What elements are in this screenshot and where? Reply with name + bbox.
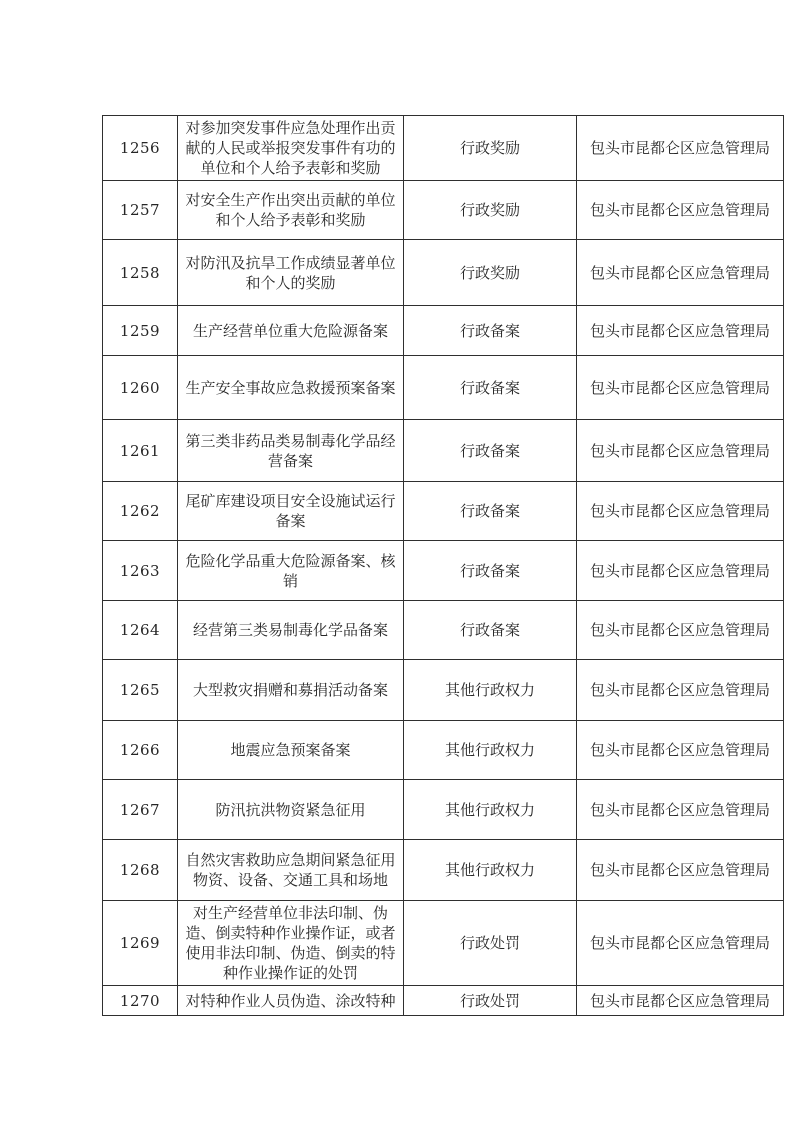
power-item-cell: 地震应急预案备案 [178, 721, 404, 780]
table-row [103, 601, 784, 660]
power-item-cell: 生产经营单位重大危险源备案 [178, 306, 404, 356]
power-item-cell: 生产安全事故应急救援预案备案 [178, 356, 404, 420]
department-cell: 包头市昆都仑区应急管理局 [577, 240, 784, 306]
department-cell: 包头市昆都仑区应急管理局 [577, 986, 784, 1016]
power-item-cell: 对特种作业人员伪造、涂改特种 [178, 986, 404, 1016]
row-number-cell: 1260 [103, 356, 178, 420]
row-number-cell: 1256 [103, 116, 178, 181]
row-number-cell: 1266 [103, 721, 178, 780]
table-row [103, 721, 784, 780]
row-number-cell: 1262 [103, 482, 178, 541]
row-number-cell: 1267 [103, 780, 178, 840]
table-row [103, 306, 784, 356]
power-type-cell: 行政处罚 [404, 986, 577, 1016]
department-cell: 包头市昆都仑区应急管理局 [577, 780, 784, 840]
department-cell: 包头市昆都仑区应急管理局 [577, 840, 784, 901]
power-item-cell: 对参加突发事件应急处理作出贡献的人民或举报突发事件有功的单位和个人给予表彰和奖励 [178, 116, 404, 181]
power-type-cell: 其他行政权力 [404, 840, 577, 901]
department-cell: 包头市昆都仑区应急管理局 [577, 601, 784, 660]
table-row [103, 240, 784, 306]
department-cell: 包头市昆都仑区应急管理局 [577, 541, 784, 601]
department-cell: 包头市昆都仑区应急管理局 [577, 116, 784, 181]
power-item-cell: 大型救灾捐赠和募捐活动备案 [178, 660, 404, 721]
row-number-cell: 1270 [103, 986, 178, 1016]
row-number-cell: 1259 [103, 306, 178, 356]
power-item-cell: 尾矿库建设项目安全设施试运行备案 [178, 482, 404, 541]
table-row [103, 116, 784, 181]
power-type-cell: 其他行政权力 [404, 780, 577, 840]
table-row [103, 660, 784, 721]
table-row [103, 356, 784, 420]
row-number-cell: 1269 [103, 901, 178, 986]
power-type-cell: 行政奖励 [404, 181, 577, 240]
power-type-cell: 行政备案 [404, 306, 577, 356]
power-item-cell: 第三类非药品类易制毒化学品经营备案 [178, 420, 404, 482]
table-row [103, 541, 784, 601]
table-row [103, 420, 784, 482]
row-number-cell: 1265 [103, 660, 178, 721]
row-number-cell: 1257 [103, 181, 178, 240]
power-item-cell: 防汛抗洪物资紧急征用 [178, 780, 404, 840]
department-cell: 包头市昆都仑区应急管理局 [577, 181, 784, 240]
department-cell: 包头市昆都仑区应急管理局 [577, 420, 784, 482]
power-type-cell: 行政奖励 [404, 240, 577, 306]
power-item-cell: 自然灾害救助应急期间紧急征用物资、设备、交通工具和场地 [178, 840, 404, 901]
row-number-cell: 1268 [103, 840, 178, 901]
power-item-cell: 危险化学品重大危险源备案、核销 [178, 541, 404, 601]
department-cell: 包头市昆都仑区应急管理局 [577, 660, 784, 721]
table-row [103, 901, 784, 986]
power-item-cell: 对生产经营单位非法印制、伪造、倒卖特种作业操作证，或者使用非法印制、伪造、倒卖的特种作业操作证的处罚 [178, 901, 404, 986]
department-cell: 包头市昆都仑区应急管理局 [577, 901, 784, 986]
table-row [103, 181, 784, 240]
table-row [103, 986, 784, 1016]
row-number-cell: 1261 [103, 420, 178, 482]
power-type-cell: 行政备案 [404, 541, 577, 601]
power-item-cell: 对安全生产作出突出贡献的单位和个人给予表彰和奖励 [178, 181, 404, 240]
table-row [103, 840, 784, 901]
power-type-cell: 行政备案 [404, 482, 577, 541]
department-cell: 包头市昆都仑区应急管理局 [577, 306, 784, 356]
power-type-cell: 行政奖励 [404, 116, 577, 181]
power-type-cell: 其他行政权力 [404, 721, 577, 780]
row-number-cell: 1258 [103, 240, 178, 306]
department-cell: 包头市昆都仑区应急管理局 [577, 721, 784, 780]
row-number-cell: 1263 [103, 541, 178, 601]
power-item-cell: 经营第三类易制毒化学品备案 [178, 601, 404, 660]
power-type-cell: 其他行政权力 [404, 660, 577, 721]
department-cell: 包头市昆都仑区应急管理局 [577, 356, 784, 420]
power-type-cell: 行政处罚 [404, 901, 577, 986]
power-item-cell: 对防汛及抗旱工作成绩显著单位和个人的奖励 [178, 240, 404, 306]
department-cell: 包头市昆都仑区应急管理局 [577, 482, 784, 541]
administrative-powers-table [102, 115, 784, 1016]
power-type-cell: 行政备案 [404, 420, 577, 482]
power-type-cell: 行政备案 [404, 356, 577, 420]
table-row [103, 780, 784, 840]
row-number-cell: 1264 [103, 601, 178, 660]
table-row [103, 482, 784, 541]
power-type-cell: 行政备案 [404, 601, 577, 660]
